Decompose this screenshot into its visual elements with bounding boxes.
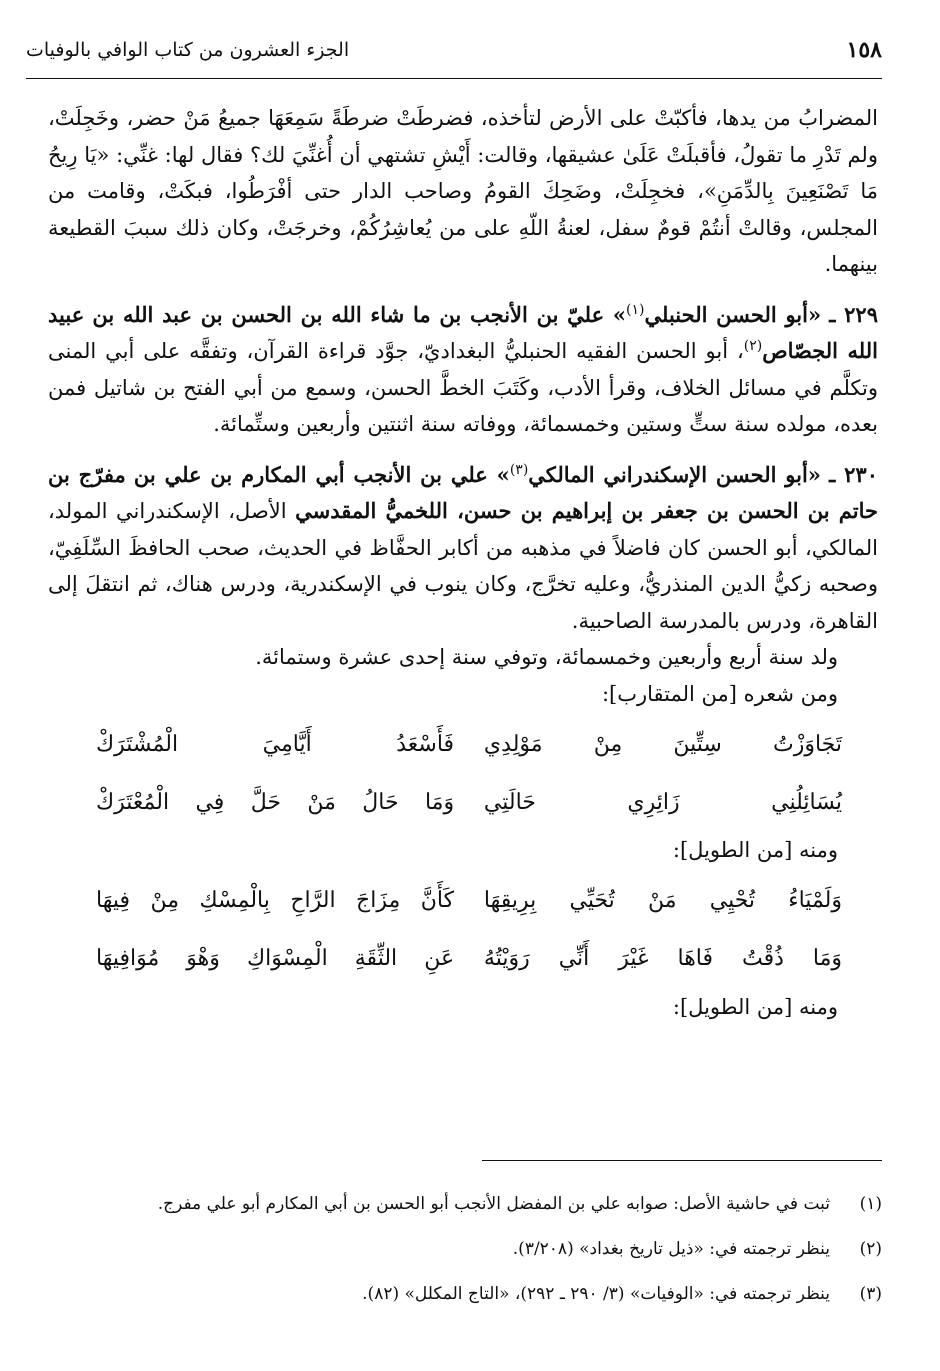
text-line: وخرجَتْ، وكان ذلك سببَ القطيعة بينهما.: [48, 215, 878, 276]
entry-text: أبي المنى وتكلَّم في مسائل الخلاف، وقرأ الأدب، وكَتَبَ الخطَّ الحسن، وسمع من أبي: [48, 339, 878, 400]
verse-line: [48, 931, 878, 989]
poem-intro: ومنه [من الطويل]:: [672, 994, 838, 1019]
footnotes: [48, 1182, 882, 1317]
entry-number: ٢٣٠ ـ: [829, 461, 878, 487]
entry-heading-cont: عبيد الله الجصّاص: [48, 301, 878, 363]
verse-first-hemistich: وَمَا ذُقْتُ فَاهَا غَيْرَ أَنِّي رَوَيْتُهُ: [483, 946, 842, 972]
entry-text: الحديث، صحب الحافظَ السِّلَفِيّ، وصحبه زكيُّ الدين المنذريُّ، وعليه تخرَّج، وكان ينوب: [48, 535, 878, 596]
verse-second-hemistich: عَنِ الثِّقَةِ الْمِسْوَاكِ وَهْوَ مُوَافِيهَا: [96, 946, 455, 972]
footnote-text: ينظر ترجمته في: «ذيل تاريخ بغداد» (٣/٢٠٨).: [512, 1239, 830, 1259]
entry-text: الأصل،: [228, 499, 296, 523]
entry-number: ٢٢٩ ـ: [829, 301, 878, 327]
footnote: [48, 1272, 882, 1317]
footnote-ref[interactable]: (٢): [743, 338, 763, 354]
footnote-text: ثبت في حاشية الأصل: صوابه علي بن المفضل الأنجب أبو الحسن بن أبي المكارم أبو علي مفرج.: [157, 1194, 830, 1214]
verse-line: [48, 716, 878, 774]
footnote-ref[interactable]: (٣): [509, 461, 529, 478]
verse-second-hemistich: وَمَا حَالُ مَنْ حَلَّ فِي الْمُعْتَرَكْ: [96, 789, 455, 815]
poem-tawil: [48, 873, 878, 989]
verse-line: [48, 774, 878, 832]
entry-heading-cont: » علي بن الأنجب أبي المكارم بن علي بن: [133, 461, 510, 487]
main-text: [48, 100, 878, 1025]
footnote-number: (٢): [859, 1239, 882, 1259]
footnote: [48, 1227, 882, 1272]
running-title: الجزء العشرون من كتاب الوافي بالوفيات: [26, 39, 350, 61]
footnote-number: (١): [859, 1194, 882, 1214]
poem-mutaqarib: [48, 716, 878, 832]
page-header: [26, 28, 882, 72]
poem-intro: ومن شعره [من المتقارب]:: [601, 681, 838, 706]
entry-heading-cont: مفرّج بن حاتم بن الحسن بن جعفر بن إبراهيم بن حسن، اللخميُّ المقدسي: [48, 461, 878, 523]
text-line: فقال لها: غنِّي: «يَا رِيحُ مَا تَصْنَعِينَ بِالدِّمَنِ»، فخجِلَتْ، وضَحِكَ القومُ وصاحب الدار حتى: [48, 142, 878, 203]
entry-text: ، أبو الحسن الفقيه الحنبليُّ البغداديّ، جوَّد قراءة القرآن، وتفقَّه على: [143, 339, 744, 363]
verse-first-hemistich: تَجَاوَزْتُ سِتِّينَ مِنْ مَوْلِدِي: [483, 731, 842, 757]
verse-first-hemistich: يُسَائِلُنِي زَائِرِي حَالَتِي: [483, 789, 842, 815]
verse-second-hemistich: كَأَنَّ مِزَاجَ الرَّاحِ بِالْمِسْكِ مِنْ فِيهَا: [96, 888, 455, 914]
text-line: وخَجِلَتْ، ولم تَدْرِ ما تقولُ، فأقبلَتْ عَلَىٰ عشيقها، وقالت: أَيْشِ تشتهي أن أُغنِّيَ لك؟: [48, 106, 878, 167]
verse-line: [48, 873, 878, 931]
entry-heading-cont: » عليّ بن الأنجب بن ما شاء الله بن الحسن بن عبد الله بن: [92, 301, 627, 327]
text-line: أفْرَطُوا، فبكَتْ، وقامت من المجلس، وقالتْ أنتُمْ قومٌ سفل، لعنةُ اللّهِ على من يُعاشِرُكُمْ،: [48, 179, 878, 240]
footnote-number: (٣): [859, 1284, 882, 1304]
header-divider: [26, 78, 882, 79]
entry-text: وستِّمائة.: [213, 412, 290, 436]
entry-230: [48, 457, 878, 640]
footnote: [48, 1182, 882, 1227]
entry-229: [48, 297, 878, 443]
story-ending-paragraph: [48, 100, 878, 283]
verse-first-hemistich: وَلَمْيَاءُ تُحْيِي مَنْ تُحَيِّي بِرِيقِهَا: [483, 888, 842, 914]
footnote-text: ينظر ترجمته في: «الوفيات» (٣/ ٢٩٠ ـ ٢٩٢)، «التاج المكلل» (٨٢).: [362, 1284, 830, 1304]
poem-intro: ومنه [من الطويل]:: [672, 838, 838, 862]
entry-heading: «أبو الحسن الإسكندراني المالكي: [528, 461, 821, 487]
footnote-ref[interactable]: (١): [626, 301, 645, 318]
page-number: ١٥٨: [846, 37, 882, 63]
entry-text: الفتح بن شاتيل فمن بعده، مولده سنة ستٍّ وستين وخمسمائة، ووفاته سنة اثنتين وأربعين: [48, 375, 878, 436]
entry-text: الإسكندراني المولد، المالكي، أبو الحسن كان فاضلاً في مذهبه من أكابر الحفَّاظ في: [48, 499, 878, 560]
entry-heading: «أبو الحسن الحنبلي: [644, 301, 822, 327]
text-line: المضرابُ من يدها، فأكبّتْ على الأرض لتأخذه، فضرطَتْ ضرطَةً سَمِعَهَا جميعُ مَنْ حضر،: [126, 106, 878, 130]
birth-death-line: ولد سنة أربع وأربعين وخمسمائة، وتوفي سنة إحدى عشرة وستمائة.: [255, 645, 838, 669]
verse-second-hemistich: فَأَسْعَدُ أَيَّامِيَ الْمُشْتَرَكْ: [96, 731, 455, 757]
entry-text: في الإسكندرية، ودرس هناك، ثم انتقلَ إلى القاهرة، ودرس بالمدرسة الصاحبية.: [48, 572, 878, 633]
footnote-divider: [482, 1160, 882, 1161]
